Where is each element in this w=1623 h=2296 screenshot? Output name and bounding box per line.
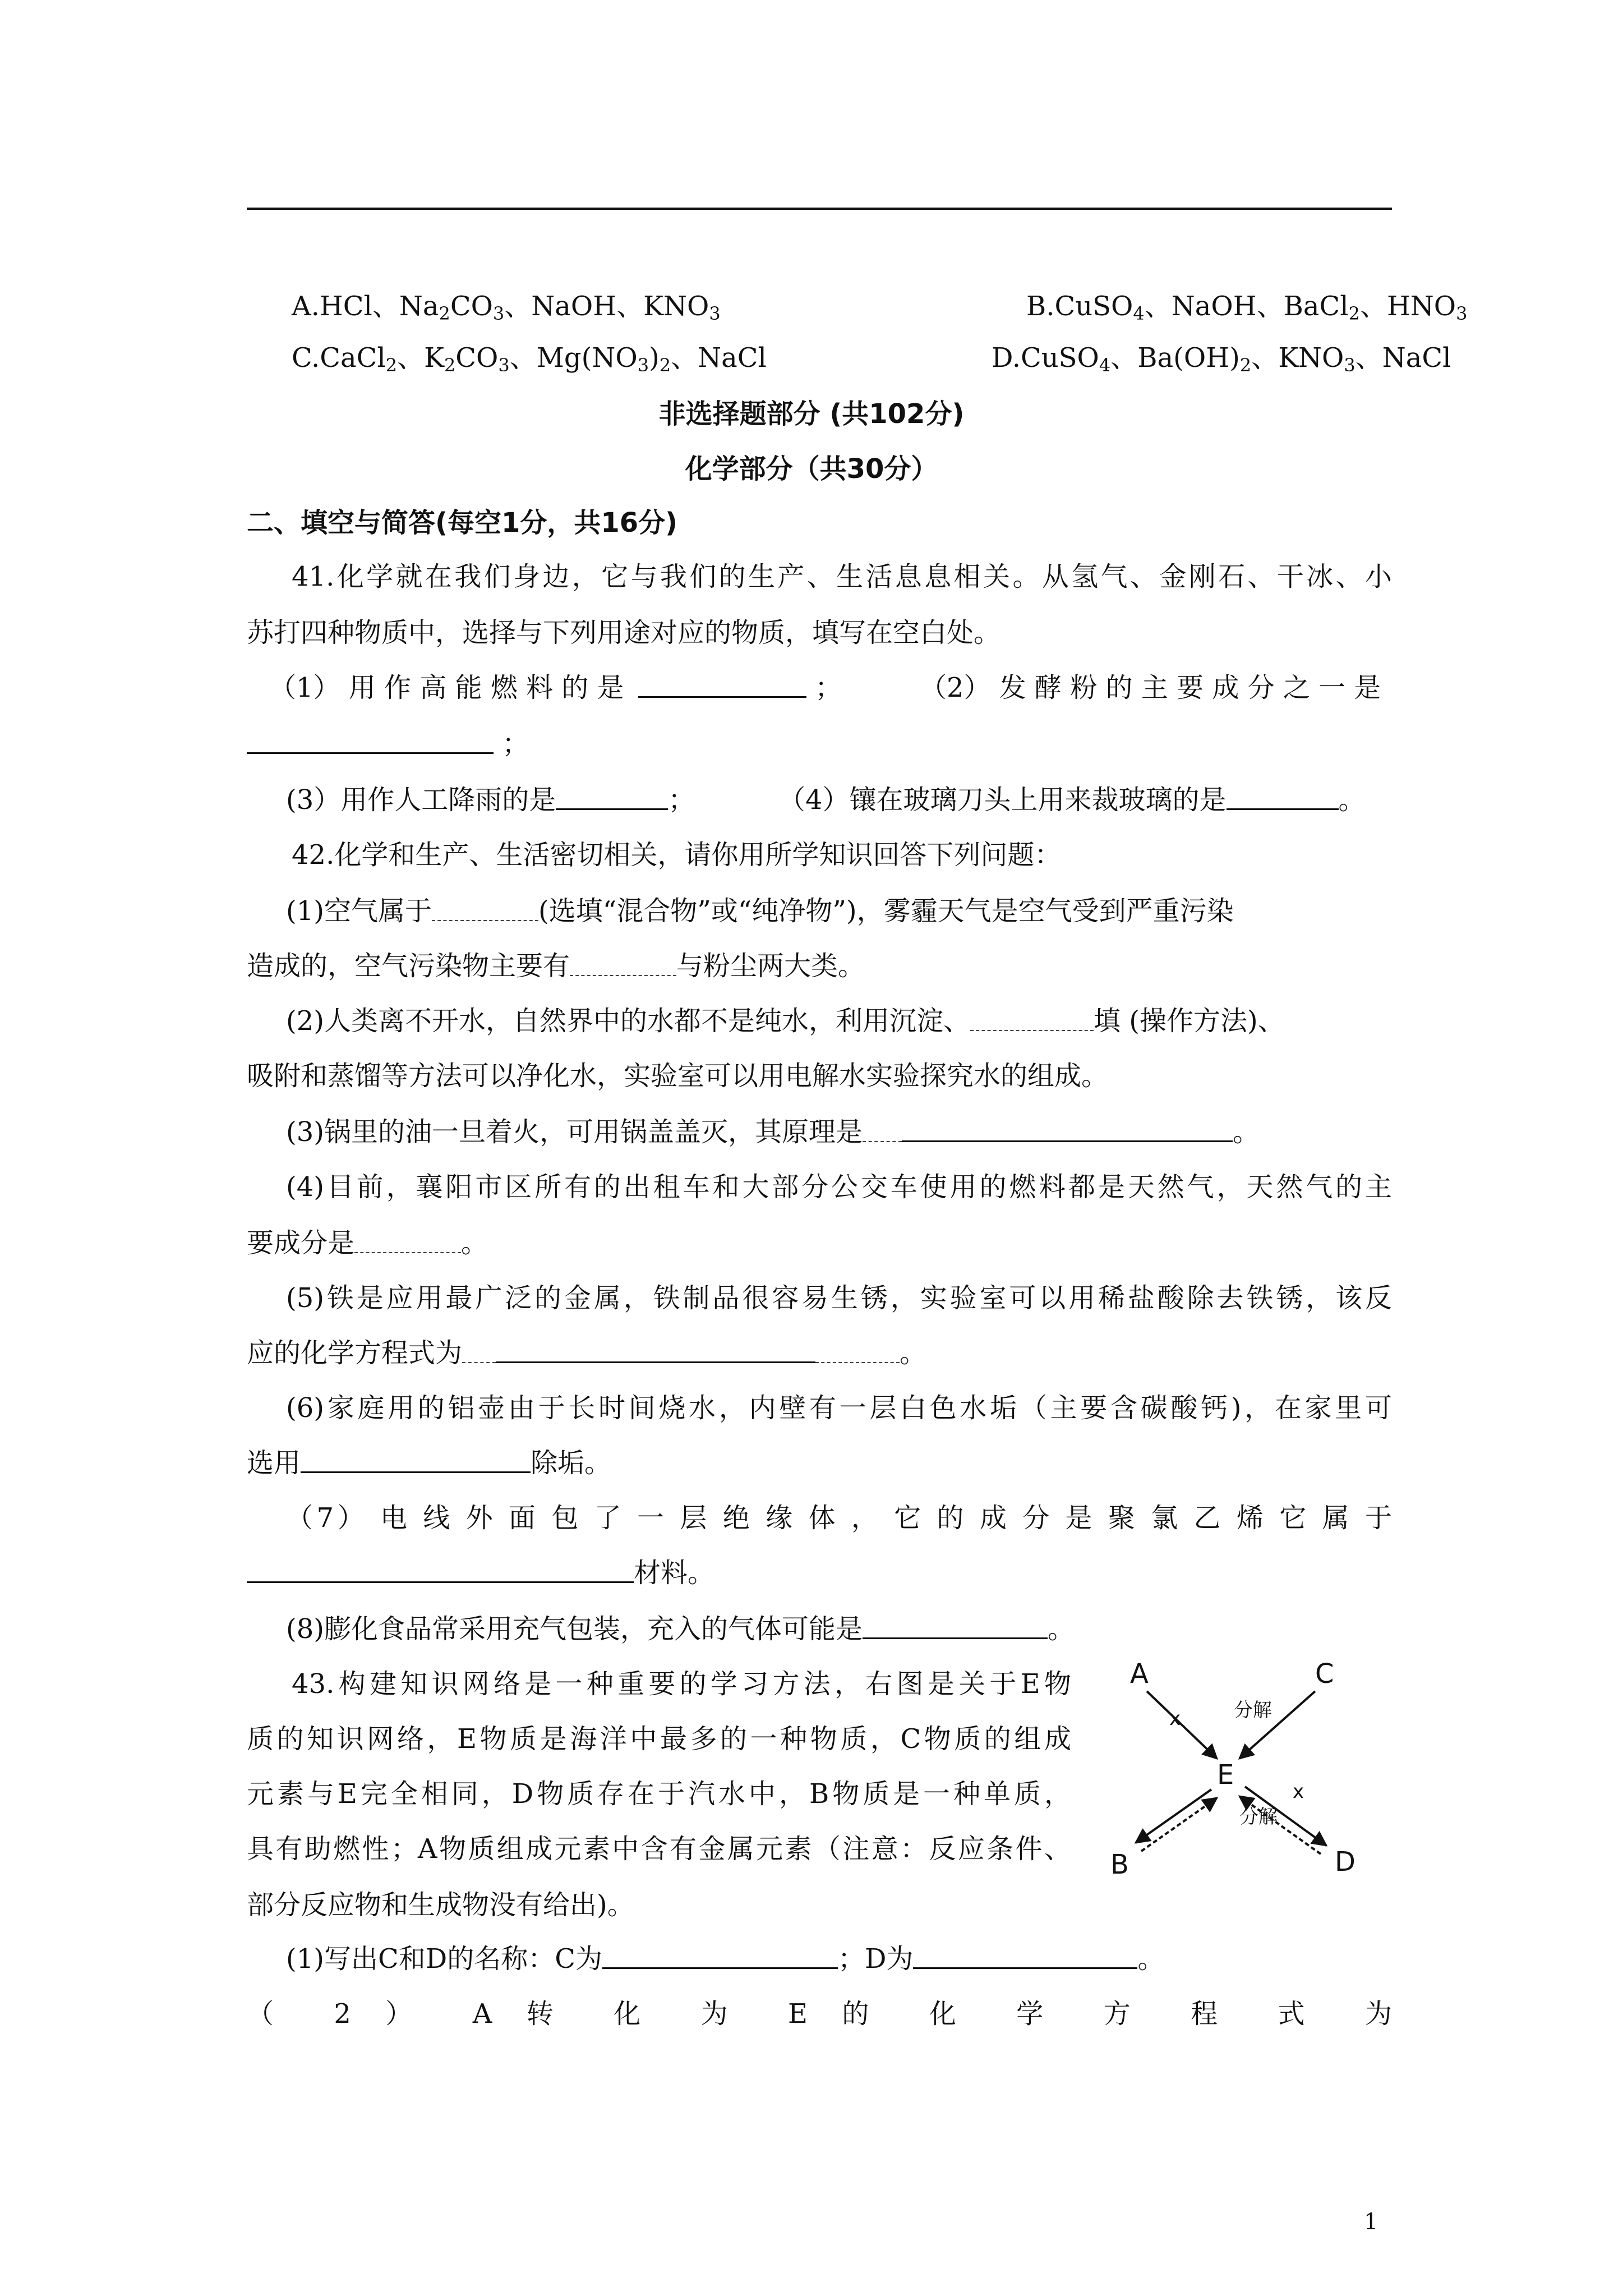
header-rule (247, 208, 1392, 210)
q41-blank-3[interactable] (556, 785, 668, 810)
q42-blank-6[interactable] (496, 1338, 815, 1363)
q42-p6-text-c: 除垢。 (531, 1447, 612, 1479)
q41-sub4-text: （4）镶在玻璃刀头上用来裁玻璃的是 (778, 784, 1227, 816)
q42-p4-punct: 。 (461, 1227, 488, 1259)
node-c: C (1315, 1658, 1334, 1690)
q41-sub3 (286, 783, 695, 817)
option-c: C.CaCl$_2$、$K_2CO_3$、$Mg(NO_3)_2$、NaCl (292, 342, 767, 376)
q42-p5-text-b: 应的化学方程式为 (247, 1337, 463, 1369)
q42-blank-4a[interactable] (863, 1117, 902, 1142)
q43-p1-text-b: ；D为 (837, 1943, 914, 1975)
q42-p1-text-d: 与粉尘两大类。 (676, 950, 865, 982)
q42-p7-line1: （7） 电 线 外 面 包 了 一 层 绝 缘 体 ， 它 的 成 分 是 聚 氯 乙 烯 它 属 于 (286, 1502, 1392, 1534)
q42-blank-1[interactable] (432, 896, 538, 921)
q42-p4-text-b: 要成分是 (247, 1227, 355, 1259)
q42-p5-punct: 。 (900, 1337, 927, 1369)
q41-sub4 (778, 783, 1366, 817)
q42-blank-5[interactable] (354, 1228, 461, 1253)
q43-p2: （ 2 ） A 转 化 为 E 的 化 学 方 程 式 为 (247, 1998, 1392, 2030)
q42-p8-punct: 。 (1048, 1613, 1075, 1645)
option-b: B.CuSO$_4$、NaOH、BaCl$_2$、$HNO_3$ (1026, 291, 1468, 324)
q41-blank-4[interactable] (1227, 785, 1339, 810)
q41-stem-2: 苏打四种物质中，选择与下列用途对应的物质，填写在空白处。 (247, 617, 1001, 648)
arrow-e-to-b (1136, 1789, 1211, 1843)
q42-p1-line2 (247, 949, 865, 983)
arrow-a-to-e (1147, 1691, 1217, 1759)
label-x-bottom: x (1293, 1780, 1304, 1803)
option-d: D.CuSO$_4$、$Ba(OH)_2$、$KNO_3$、NaCl (992, 342, 1451, 376)
q42-blank-8[interactable] (247, 1558, 634, 1583)
page-number: 1 (1364, 2209, 1378, 2235)
node-d: D (1335, 1846, 1355, 1878)
q42-p2-text-a: (2)人类离不开水，自然界中的水都不是纯水，利用沉淀、 (286, 1005, 970, 1037)
q42-p6-line1: (6)家庭用的铝壶由于长时间烧水，内壁有一层白色水垢（主要含碳酸钙)，在家里可 (286, 1392, 1392, 1424)
q43-p1-text-a: (1)写出C和D的名称：C为 (286, 1943, 602, 1975)
q42-blank-2[interactable] (570, 951, 676, 976)
label-decomp-bottom: 分解 (1239, 1806, 1278, 1828)
q41-sub3-punct: ； (668, 784, 695, 816)
heading-nonchoice: 非选择题部分 (共102分) (658, 398, 965, 430)
q41-sub3-text: (3）用作人工降雨的是 (286, 784, 556, 816)
heading-part2: 二、填空与简答(每空1分，共16分) (247, 507, 678, 539)
q41-sub4-punct: 。 (1338, 784, 1366, 816)
q43-blank-d[interactable] (913, 1944, 1137, 1969)
knowledge-network-diagram (1102, 1649, 1371, 1885)
q42-p3 (286, 1115, 1260, 1149)
q42-blank-9[interactable] (863, 1614, 1048, 1639)
q41-sub1-punct: ； (815, 672, 842, 703)
q42-p1-text-b: (选填“混合物”或“纯净物”)，雾霾天气是空气受到严重污染 (538, 895, 1234, 927)
node-e: E (1217, 1759, 1234, 1791)
label-x-top: x (1169, 1708, 1181, 1730)
q42-blank-7[interactable] (301, 1448, 531, 1473)
q42-p2-text-b: 填 (操作方法)、 (1094, 1005, 1285, 1037)
q41-sub1 (269, 671, 842, 705)
q41-sub1-text: （1） 用 作 高 能 燃 料 的 是 (269, 672, 624, 703)
q42-p1-text-c: 造成的，空气污染物主要有 (247, 950, 570, 982)
q42-blank-6b[interactable] (815, 1338, 900, 1363)
q41-sub2: （2） 发 酵 粉 的 主 要 成 分 之 一 是 (920, 672, 1381, 703)
q42-p2-line2: 吸附和蒸馏等方法可以净化水，实验室可以用电解水实验探究水的组成。 (247, 1060, 1109, 1092)
q43-line1: 43.构建知识网络是一种重要的学习方法，右图是关于E物 (292, 1668, 1071, 1700)
arrow-b-to-e (1141, 1798, 1217, 1851)
q42-stem: 42.化学和生产、生活密切相关，请你用所学知识回答下列问题： (292, 839, 1062, 871)
option-a: A.HCl、$Na_2CO_3$、NaOH、$KNO_3$ (292, 291, 721, 324)
q43-line3: 元素与E完全相同，D物质存在于汽水中，B物质是一种单质， (247, 1778, 1071, 1810)
q42-p1-text-a: (1)空气属于 (286, 895, 432, 927)
q42-p8-text: (8)膨化食品常采用充气包装，充入的气体可能是 (286, 1613, 863, 1645)
label-decomp-top: 分解 (1234, 1699, 1272, 1722)
q43-line5: 部分反应物和生成物没有给出)。 (247, 1889, 634, 1921)
q42-p3-punct: 。 (1233, 1116, 1260, 1148)
q41-sub2-punct: ； (502, 728, 529, 760)
q42-p7-text-b: 材料。 (634, 1557, 715, 1589)
q42-p1-line1 (286, 894, 1234, 928)
q42-p6-text-b: 选用 (247, 1447, 301, 1479)
q42-p4-line1: (4)目前，襄阳市区所有的出租车和大部分公交车使用的燃料都是天然气，天然气的主 (286, 1171, 1392, 1203)
q42-blank-3[interactable] (970, 1006, 1094, 1031)
q41-blank-2[interactable] (247, 729, 494, 754)
q42-p6-line2 (247, 1446, 611, 1480)
q41-sub2-blank-line (247, 727, 529, 761)
q42-blank-6a[interactable] (462, 1338, 496, 1363)
q43-line2: 质的知识网络，E物质是海洋中最多的一种物质，C物质的组成 (247, 1723, 1071, 1755)
node-b: B (1110, 1849, 1129, 1880)
q42-p8 (286, 1612, 1075, 1646)
q41-blank-1[interactable] (638, 673, 806, 698)
q43-blank-c[interactable] (602, 1944, 838, 1969)
q43-p1 (286, 1942, 1164, 1976)
heading-chemistry: 化学部分（共30分） (685, 453, 938, 485)
q42-blank-4[interactable] (902, 1117, 1233, 1142)
q42-p4-line2 (247, 1226, 488, 1260)
q42-p5-line1: (5)铁是应用最广泛的金属，铁制品很容易生锈，实验室可以用稀盐酸除去铁锈，该反 (286, 1282, 1392, 1314)
q42-p3-text: (3)锅里的油一旦着火，可用锅盖盖灭，其原理是 (286, 1116, 863, 1148)
q42-p7-line2 (247, 1556, 714, 1590)
node-a: A (1130, 1658, 1149, 1690)
q42-p2-line1 (286, 1004, 1285, 1038)
q42-p5-line2 (247, 1336, 926, 1370)
q43-line4: 具有助燃性；A物质组成元素中含有金属元素（注意：反应条件、 (247, 1833, 1071, 1865)
q43-p1-punct: 。 (1137, 1943, 1165, 1975)
q41-stem-1: 41.化学就在我们身边，它与我们的生产、生活息息相关。从氢气、金刚石、干冰、小 (292, 561, 1392, 592)
